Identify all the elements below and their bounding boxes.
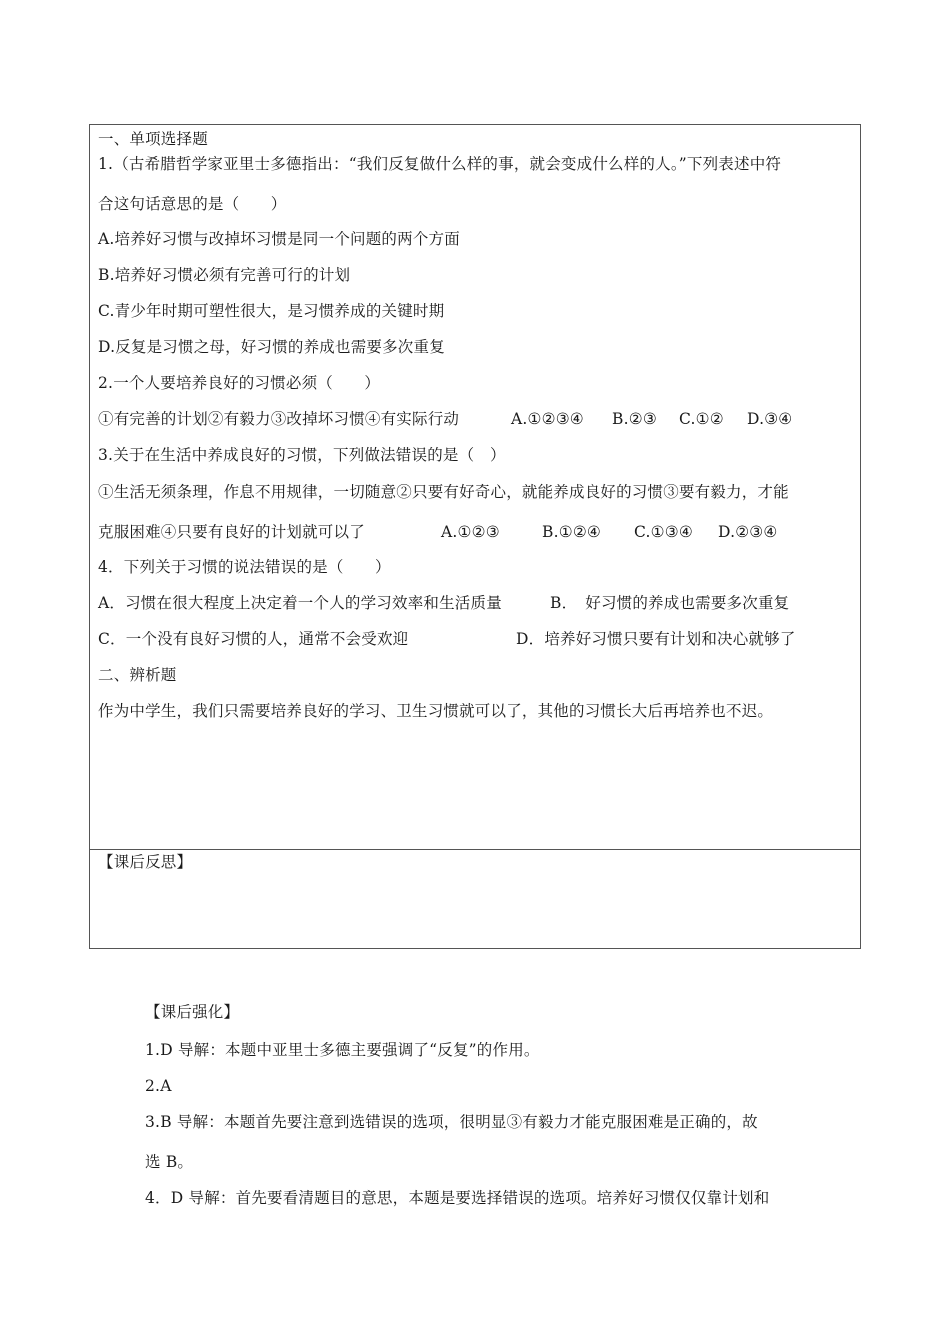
question-3-items-line-1: ①生活无须条理，作息不用规律，一切随意②只要有好奇心，就能养成良好的习惯③要有毅力，才能: [98, 483, 789, 501]
question-3-options-row: [98, 522, 858, 542]
question-4-stem: 4．下列关于习惯的说法错误的是（ ）: [98, 558, 391, 576]
answer-3-line-2: 选 B。: [145, 1153, 194, 1171]
question-3-stem: 3.关于在生活中养成良好的习惯，下列做法错误的是（ ）: [98, 446, 506, 464]
reinforcement-title: 【课后强化】: [145, 1003, 240, 1021]
question-3-option-b: B.①②④: [542, 523, 602, 541]
question-2-option-b: B.②③: [612, 410, 657, 428]
question-1-option-b: B.培养好习惯必须有完善可行的计划: [98, 266, 351, 284]
question-2-option-a: A.①②③④: [511, 410, 584, 428]
answer-2: 2.A: [145, 1077, 172, 1095]
question-2-option-c: C.①②: [679, 410, 724, 428]
question-2-option-d: D.③④: [747, 410, 793, 428]
section-title-analysis: 二、辨析题: [98, 666, 177, 684]
question-3-items-line-2: 克服困难④只要有良好的计划就可以了: [98, 523, 365, 541]
question-1-option-a: A.培养好习惯与改掉坏习惯是同一个问题的两个方面: [98, 230, 460, 248]
question-3-option-d: D.②③④: [718, 523, 778, 541]
question-4-options-row-2: [98, 629, 858, 649]
question-4-option-d: D．培养好习惯只要有计划和决心就够了: [516, 630, 796, 648]
question-2-options-row: [98, 409, 858, 429]
question-1-stem-line-2: 合这句话意思的是（ ）: [98, 195, 287, 213]
question-1-option-d: D.反复是习惯之母，好习惯的养成也需要多次重复: [98, 338, 445, 356]
answer-3-line-1: 3.B 导解：本题首先要注意到选错误的选项，很明显③有毅力才能克服困难是正确的，故: [145, 1113, 758, 1131]
answer-4-line-1: 4．D 导解：首先要看清题目的意思，本题是要选择错误的选项。培养好习惯仅仅靠计划和: [145, 1189, 770, 1207]
section-title-single-choice: 一、单项选择题: [98, 130, 208, 148]
question-3-option-c: C.①③④: [634, 523, 693, 541]
exercise-box: [89, 124, 861, 850]
answer-1: 1.D 导解：本题中亚里士多德主要强调了“反复”的作用。: [145, 1041, 540, 1059]
question-4-option-c: C．一个没有良好习惯的人，通常不会受欢迎: [98, 630, 409, 648]
question-4-options-row-1: [98, 593, 858, 613]
question-4-option-b: B． 好习惯的养成也需要多次重复: [550, 594, 790, 612]
question-4-option-a: A．习惯在很大程度上决定着一个人的学习效率和生活质量: [98, 594, 502, 612]
question-2-items: ①有完善的计划②有毅力③改掉坏习惯④有实际行动: [98, 410, 460, 428]
analysis-statement: 作为中学生，我们只需要培养良好的学习、卫生习惯就可以了，其他的习惯长大后再培养也不迟。: [98, 702, 774, 720]
reflection-title: 【课后反思】: [98, 853, 193, 871]
question-1-option-c: C.青少年时期可塑性很大，是习惯养成的关键时期: [98, 302, 445, 320]
question-1-stem-line-1: 1.（古希腊哲学家亚里士多德指出：“我们反复做什么样的事，就会变成什么样的人。”下列表述中符: [98, 155, 782, 173]
reflection-box: [89, 849, 861, 949]
question-3-option-a: A.①②③: [441, 523, 500, 541]
question-2-stem: 2.一个人要培养良好的习惯必须（ ）: [98, 374, 381, 392]
